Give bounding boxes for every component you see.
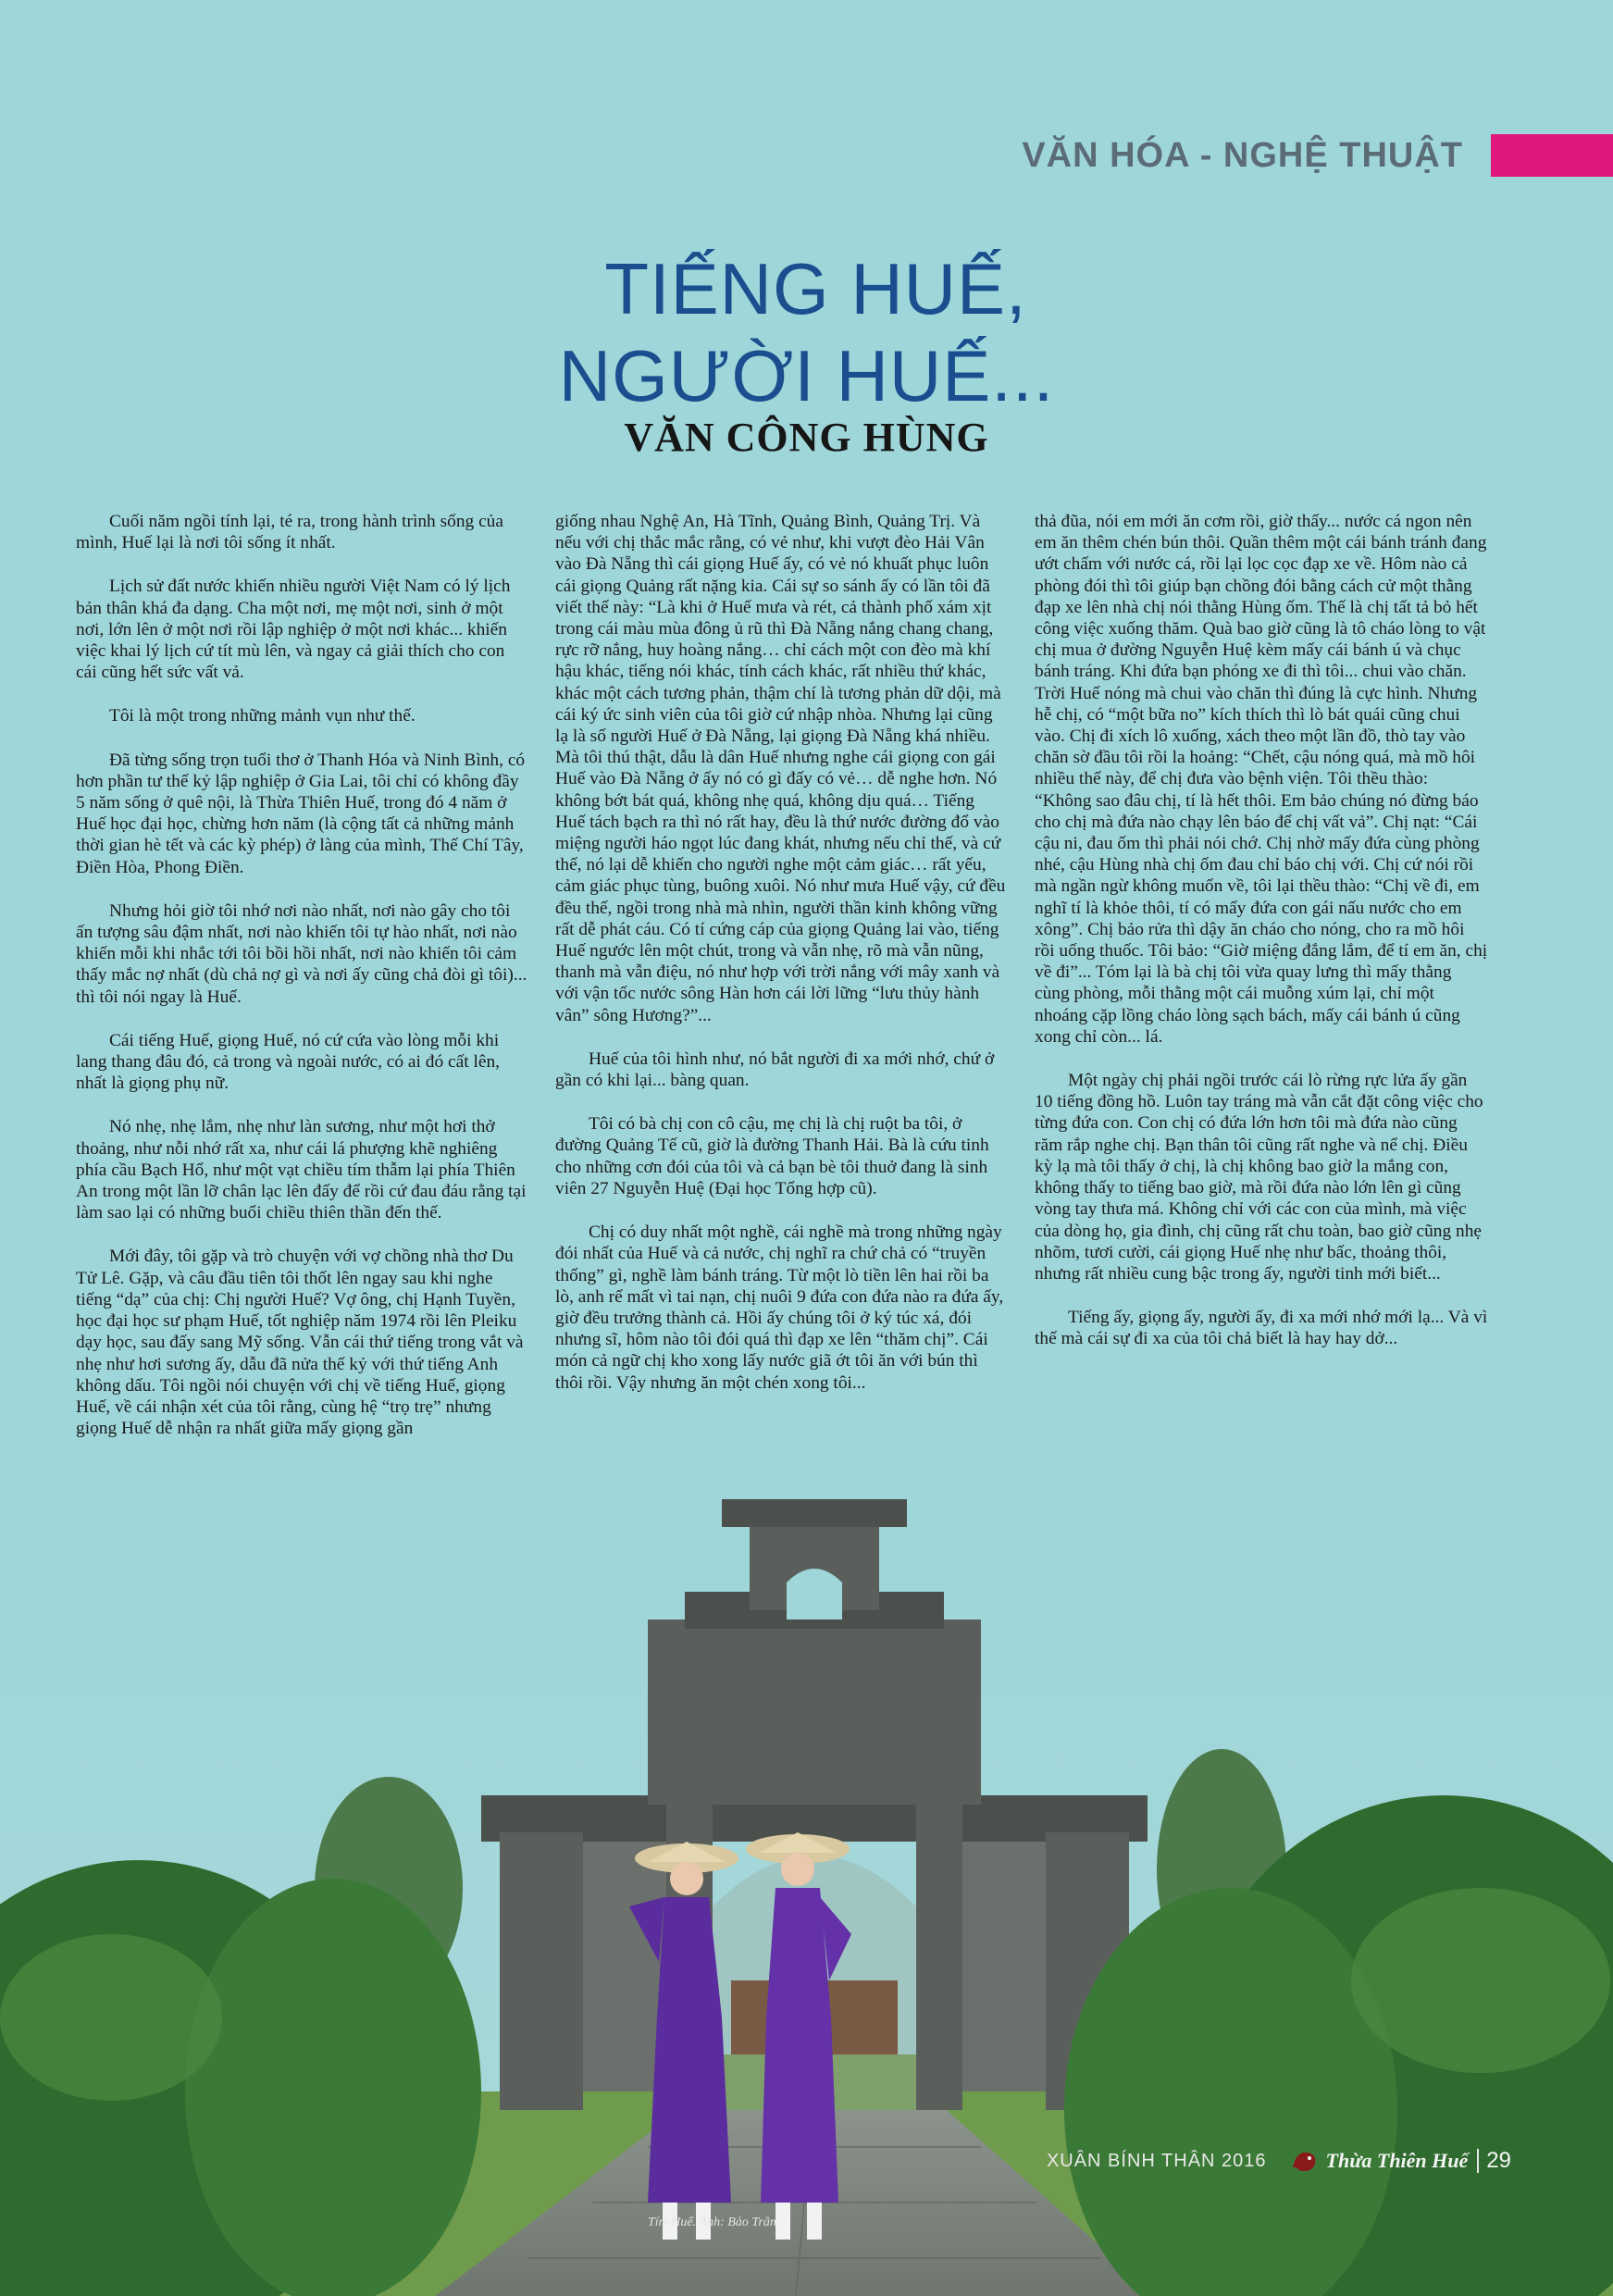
paragraph: Đã từng sống trọn tuổi thơ ở Thanh Hóa và Ninh Bình, có hơn phần tư thế kỷ lập nghiệp ở Gia Lai, tôi chỉ có không đầy 5 năm sống ở quê nội, là Thừa Thiên Huế, trong đó 4 năm ở Huế học đại học, chừng hơn năm (là cộng tất cả những mảnh thời gian hè tết và các kỳ phép) ở làng của mình, Thế Chí Tây, Điền Hòa, Phong Điền.	[76, 750, 526, 877]
text-column-1	[76, 511, 529, 1461]
section-accent-bar	[1491, 134, 1613, 177]
paragraph: Tôi là một trong những mảnh vụn như thế.	[109, 706, 416, 726]
photo-caption: Tím Huế. Ảnh: Bảo Trân	[648, 2215, 776, 2229]
paragraph: Nó nhẹ, nhẹ lắm, nhẹ như làn sương, như một hơi thở thoảng, như nỗi nhớ rất xa, như cái lá phượng khẽ nghiêng phía cầu Bạch Hổ, như một vạt chiều tím thẫm lại phía Thiên An trong một lần lỡ chân lạc lên đấy để rồi cứ đau đáu rằng tại làm sao lại có những buổi chiều thiên thần đến thế.	[76, 1117, 527, 1223]
paragraph: thả đũa, nói em mới ăn cơm rồi, giờ thấy... nước cá ngon nên em ăn thêm chén bún thôi. Quần thêm một cái bánh tránh đang ướt chấm với nước cá, rồi lại lọc cọc đạp xe về. Hôm nào cả phòng đói thì tôi giúp bạn chồng đói bằng cách cử một thằng đạp xe lên nhà chị nói thằng Hùng ốm. Thế là chị tất tả bỏ hết công việc xuống thăm. Quà bao giờ cũng là tô cháo lòng to vật chị mua ở đường Nguyễn Huệ kèm mấy cái bánh ú và chục bánh tráng. Khi đứa bạn phóng xe đi thì tôi... chui vào chăn. Trời Huế nóng mà chui vào chăn thì đúng là cực hình. Nhưng hễ chị, có “một bữa no” kích thích thì lò bát quái cũng chui vào. Chị đi xích lô xuống, xách theo một lần đồ, thò tay vào chăn sờ đầu tôi rồi la hoảng: “Chết, cậu nóng quá, mà mồ hôi nhiều thế này, để chị đưa vào bệnh viện. Tôi thều thào: “Không sao đâu chị, tí là hết thôi. Em bảo chúng nó đừng báo cho chị mà đứa nào chạy lên báo để chị vất vả”. Chị nạt: “Cái cậu ni, đau ốm thì phải nói chớ. Chị nhờ mấy đứa cùng phòng nhé, cậu Hùng nhà chị ốm đau chỉ báo chị với. Chị cứ nói rồi mà ngần ngừ không muốn về, tôi lại thều thào: “Chị về đi, em nghĩ tí là khỏe thôi, tí có mấy đứa con gái nấu nước cho em xông”. Chị bảo rửa thì dậy ăn cháo cho nóng, cho ra mồ hôi rồi uống thuốc. Tôi bảo: “Giờ miệng đắng lắm, để tí em ăn, chị về đi”... Tóm lại là bà chị tôi vừa quay lưng thì mấy thằng cùng phòng, mỗi thằng một cái muỗng xúm lại, chỉ một nhoáng cặp lồng cháo lòng sạch bách, mấy cái bánh ú cũng xong chỉ còn... lá.	[1035, 512, 1488, 1047]
paragraph: giống nhau Nghệ An, Hà Tĩnh, Quảng Bình, Quảng Trị. Và nếu với chị thắc mắc rằng, có vẻ như, khi vượt đèo Hải Vân vào Đà Nẵng thì cái giọng Huế ấy, có vẻ nó khuất phục luôn cái giọng Quảng rất nặng kia. Cái sự so sánh ấy có lần tôi đã viết thế này: “Là khi ở Huế mưa và rét, cả thành phố xám xịt trong cái màu mùa đông ủ rũ thì Đà Nẵng nắng chang chang, rực rỡ nắng, huy hoàng nắng… chỉ cách một con đèo mà khí hậu khác, tiếng nói khác, tính cách khác, rất nhiều thứ khác, khác một cách tương phản, thậm chí là tương phản dữ dội, mà cái ký ức sinh viên của tôi giờ cứ nhập nhòa. Nhưng lại cũng lạ là số người Huế ở Đà Nẵng, lại giọng Đà Nẵng khá nhiều. Mà tôi thú thật, dẫu là dân Huế nhưng nghe cái giọng con gái Huế vào Đà Nẵng ở ấy nó có gì đấy có vẻ… dễ nghe hơn. Nó không bớt bát quá, không nhẹ quá, không dịu quá… Tiếng Huế tách bạch ra thì nó rất hay, đều là thứ nước đường đổ vào miệng người háo ngọt lúc đang khát, nhưng nếu chỉ thế, và cứ thế, nó lại dễ khiến cho người nghe một cảm giác… rất yếu, cảm giác phục tùng, buông xuôi. Nó như mưa Huế vậy, cứ đều đều thế, ngồi trong nhà mà nhìn, người thần kinh không vững rất dễ phát cáu. Có tí cứng cáp của giọng Quảng lai vào, tiếng Huế ngước lên một chút, trong và vẫn nhẹ, rõ mà vẫn nũng, thanh mà vẫn điệu, nó như hợp với trời nắng với mây xanh và với vận tốc nước sông Hàn hơn cái lời lững “lưu thủy hành vân” sông Hương?”...	[555, 512, 1006, 1025]
paragraph: Huế của tôi hình như, nó bắt người đi xa mới nhớ, chứ ở gần có khi lại... bàng quan.	[555, 1049, 995, 1091]
paragraph: Tiếng ấy, giọng ấy, người ấy, đi xa mới nhớ mới lạ... Và vì thế mà cái sự đi xa của tôi chả biết là hay hay dở...	[1035, 1308, 1488, 1349]
paragraph: Mới đây, tôi gặp và trò chuyện với vợ chồng nhà thơ Du Tử Lê. Gặp, và câu đầu tiên tôi thốt lên ngay sau khi nghe tiếng “dạ” của chị: Chị người Huế? Vợ ông, chị Hạnh Tuyền, học đại học sư phạm Huế, tốt nghiệp năm 1974 rồi lên Pleiku dạy học, sau đấy sang Mỹ sống. Vẫn cái thứ tiếng trong vắt và nhẹ như hơi sương ấy, dẫu đã nửa thế kỷ với thứ tiếng Anh không dấu. Tôi ngồi nói chuyện với chị về tiếng Huế, giọng Huế, về cái nhận xét của tôi rằng, cùng hệ “trọ trẹ” nhưng giọng Huế dễ nhận ra nhất giữa mấy giọng gần	[76, 1247, 524, 1439]
text-column-3	[1035, 511, 1488, 1372]
paragraph: Nhưng hỏi giờ tôi nhớ nơi nào nhất, nơi nào gây cho tôi ấn tượng sâu đậm nhất, nơi nào khiến tôi tự hào nhất, nơi nào khiến mỗi khi nhắc tới tôi bồi hồi nhất, nơi nào khiến tôi cảm thấy mắc nợ nhất (dù chả nợ gì và nơi ấy cũng chả đòi gì tôi)... thì tôi nói ngay là Huế.	[76, 900, 527, 1007]
page-footer	[1047, 2145, 1511, 2177]
article-title	[0, 245, 1613, 419]
paragraph: Tôi có bà chị con cô cậu, mẹ chị là chị ruột ba tôi, ở đường Quảng Tế cũ, giờ là đường Thanh Hải. Bà là cứu tinh cho những cơn đói của tôi và cả bạn bè tôi thuở đang là sinh viên 27 Nguyễn Huệ (Đại học Tổng hợp cũ).	[555, 1114, 989, 1198]
dragon-logo-icon	[1289, 2145, 1321, 2177]
paragraph: Cái tiếng Huế, giọng Huế, nó cứ cứa vào lòng mỗi khi lang thang đâu đó, cả trong và ngoài nước, có ai đó cất lên, nhất là giọng phụ nữ.	[76, 1030, 500, 1094]
paragraph: Cuối năm ngồi tính lại, té ra, trong hành trình sống của mình, Huế lại là nơi tôi sống ít nhất.	[76, 512, 503, 553]
footer-issue: XUÂN BÍNH THÂN 2016	[1046, 2150, 1267, 2171]
text-column-2	[555, 511, 1009, 1416]
article-author: VĂN CÔNG HÙNG	[624, 415, 989, 460]
publication-logo	[1289, 2145, 1469, 2177]
article-title-line-2: NGƯỜI HUẾ...	[558, 335, 1055, 416]
paragraph: Một ngày chị phải ngồi trước cái lò rừng rực lửa ấy gần 10 tiếng đồng hồ. Luôn tay tráng mà vẫn cắt đặt công việc cho từng đứa con. Con chị có đứa lớn hơn tôi mà đứa nào cũng răm rắp nghe chị. Bạn thân tôi cũng rất nghe và nể chị. Điều kỳ lạ mà tôi thấy ở chị, là chị không bao giờ la mắng con, không thấy to tiếng bao giờ, mà rồi đứa nào lớn lên gì cũng vòng tay thưa má. Không chỉ với các con của mình, mà việc của dòng họ, gia đình, chị cũng rất chu toàn, bao giờ cũng nhẹ nhõm, tươi cười, cái giọng Huế nhẹ như bấc, thoảng thôi, nhưng rất nhiều cung bậc trong ấy, người tinh mới biết...	[1035, 1071, 1483, 1284]
section-label: VĂN HÓA - NGHỆ THUẬT	[1022, 135, 1463, 175]
paragraph: Lịch sử đất nước khiến nhiều người Việt Nam có lý lịch bản thân khá đa dạng. Cha một nơi, mẹ một nơi, sinh ở một nơi, lớn lên ở một nơi rồi lập nghiệp ở một nơi khác... khiến việc khai lý lịch cứ tít mù lên, và ngay cả giải thích cho con cái cũng hết sức vất vả.	[76, 577, 511, 683]
page-number: 29	[1486, 2148, 1511, 2173]
footer-divider	[1477, 2149, 1479, 2173]
publication-name: Thừa Thiên Huế	[1325, 2149, 1469, 2172]
section-header	[1022, 130, 1613, 181]
article-title-line-1: TIẾNG HUẾ,	[604, 248, 1027, 329]
paragraph: Chị có duy nhất một nghề, cái nghề mà trong những ngày đói nhất của Huế và cả nước, chị nghĩ ra chứ chả có “truyền thống” gì, nghề làm bánh tráng. Từ một lò tiền lên hai rồi ba lò, anh rể mất vì tai nạn, chị nuôi 9 đứa con đứa nào ra đứa ấy, giờ đều trưởng thành cả. Hồi ấy chúng tôi ở ký túc xá, đói nhưng sĩ, hôm nào tôi đói quá thì đạp xe lên “thăm chị”. Cái món cả ngữ chị kho xong lấy nước giã ớt tôi ăn với bún thì thôi rồi. Vậy nhưng ăn một chén xong tôi...	[555, 1222, 1004, 1393]
